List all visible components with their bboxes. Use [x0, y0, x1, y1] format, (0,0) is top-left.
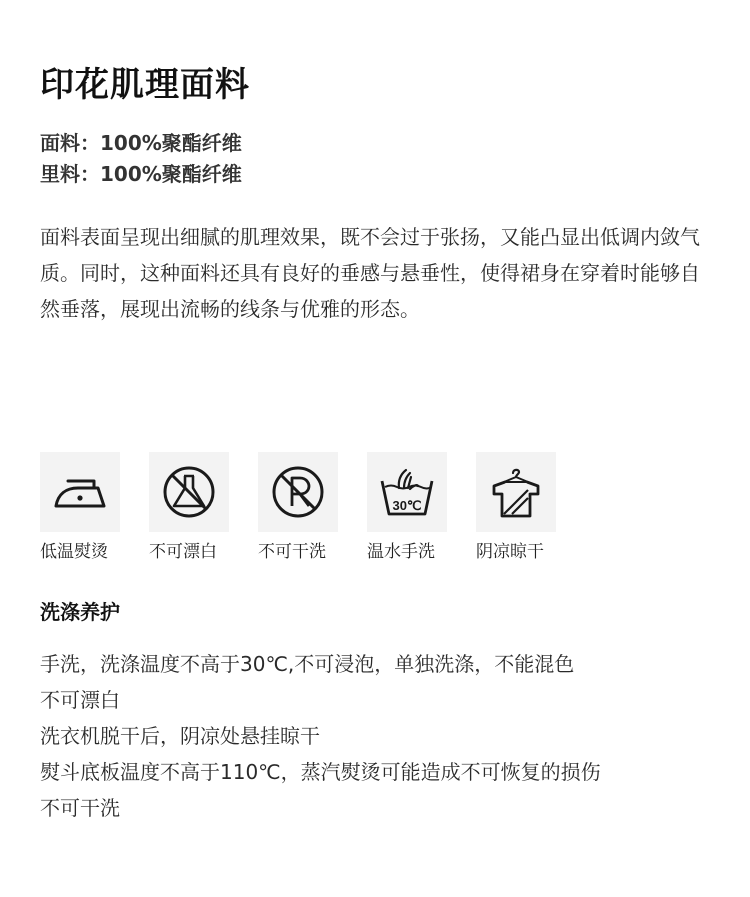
care-label: 阴凉晾干	[476, 542, 544, 562]
no-bleach-icon	[159, 462, 219, 522]
care-tile	[40, 452, 120, 532]
list-item: 不可干洗	[40, 796, 120, 820]
list-item: 手洗，洗涤温度不高于30℃,不可浸泡，单独洗涤，不能混色	[40, 652, 575, 676]
care-label: 温水手洗	[367, 542, 435, 562]
care-tile	[367, 452, 447, 532]
care-tile	[258, 452, 338, 532]
fabric-description: 面料表面呈现出细腻的肌理效果，既不会过于张扬，又能凸显出低调内敛气质。同时，这种面料还具有良好的垂感与悬垂性，使得裙身在穿着时能够自然垂落，展现出流畅的线条与优雅的形态。	[40, 225, 700, 321]
no-dry-clean-icon	[268, 462, 328, 522]
care-section-title: 洗涤养护	[40, 600, 120, 624]
fabric-composition: 面料：100%聚酯纤维	[40, 131, 242, 155]
care-icons-row	[40, 452, 556, 563]
page-title: 印花肌理面料	[40, 65, 250, 105]
low-temp-iron-icon	[50, 462, 110, 522]
care-label: 低温熨烫	[40, 542, 108, 562]
care-item-no-bleach	[149, 452, 229, 563]
care-label: 不可干洗	[258, 542, 326, 562]
care-item-hand-wash	[367, 452, 447, 563]
list-item: 洗衣机脱干后，阴凉处悬挂晾干	[40, 724, 320, 748]
hang-dry-shade-icon	[486, 462, 546, 522]
care-instructions-list	[40, 646, 601, 826]
care-item-hang-dry	[476, 452, 556, 563]
care-tile	[149, 452, 229, 532]
hand-wash-icon	[377, 462, 437, 522]
care-item-iron	[40, 452, 120, 563]
lining-composition: 里料：100%聚酯纤维	[40, 162, 242, 186]
care-tile	[476, 452, 556, 532]
list-item: 熨斗底板温度不高于110℃，蒸汽熨烫可能造成不可恢复的损伤	[40, 760, 601, 784]
wash-temp-text: 30℃	[392, 498, 422, 513]
care-item-no-dry-clean	[258, 452, 338, 563]
care-label: 不可漂白	[149, 542, 217, 562]
list-item: 不可漂白	[40, 688, 120, 712]
